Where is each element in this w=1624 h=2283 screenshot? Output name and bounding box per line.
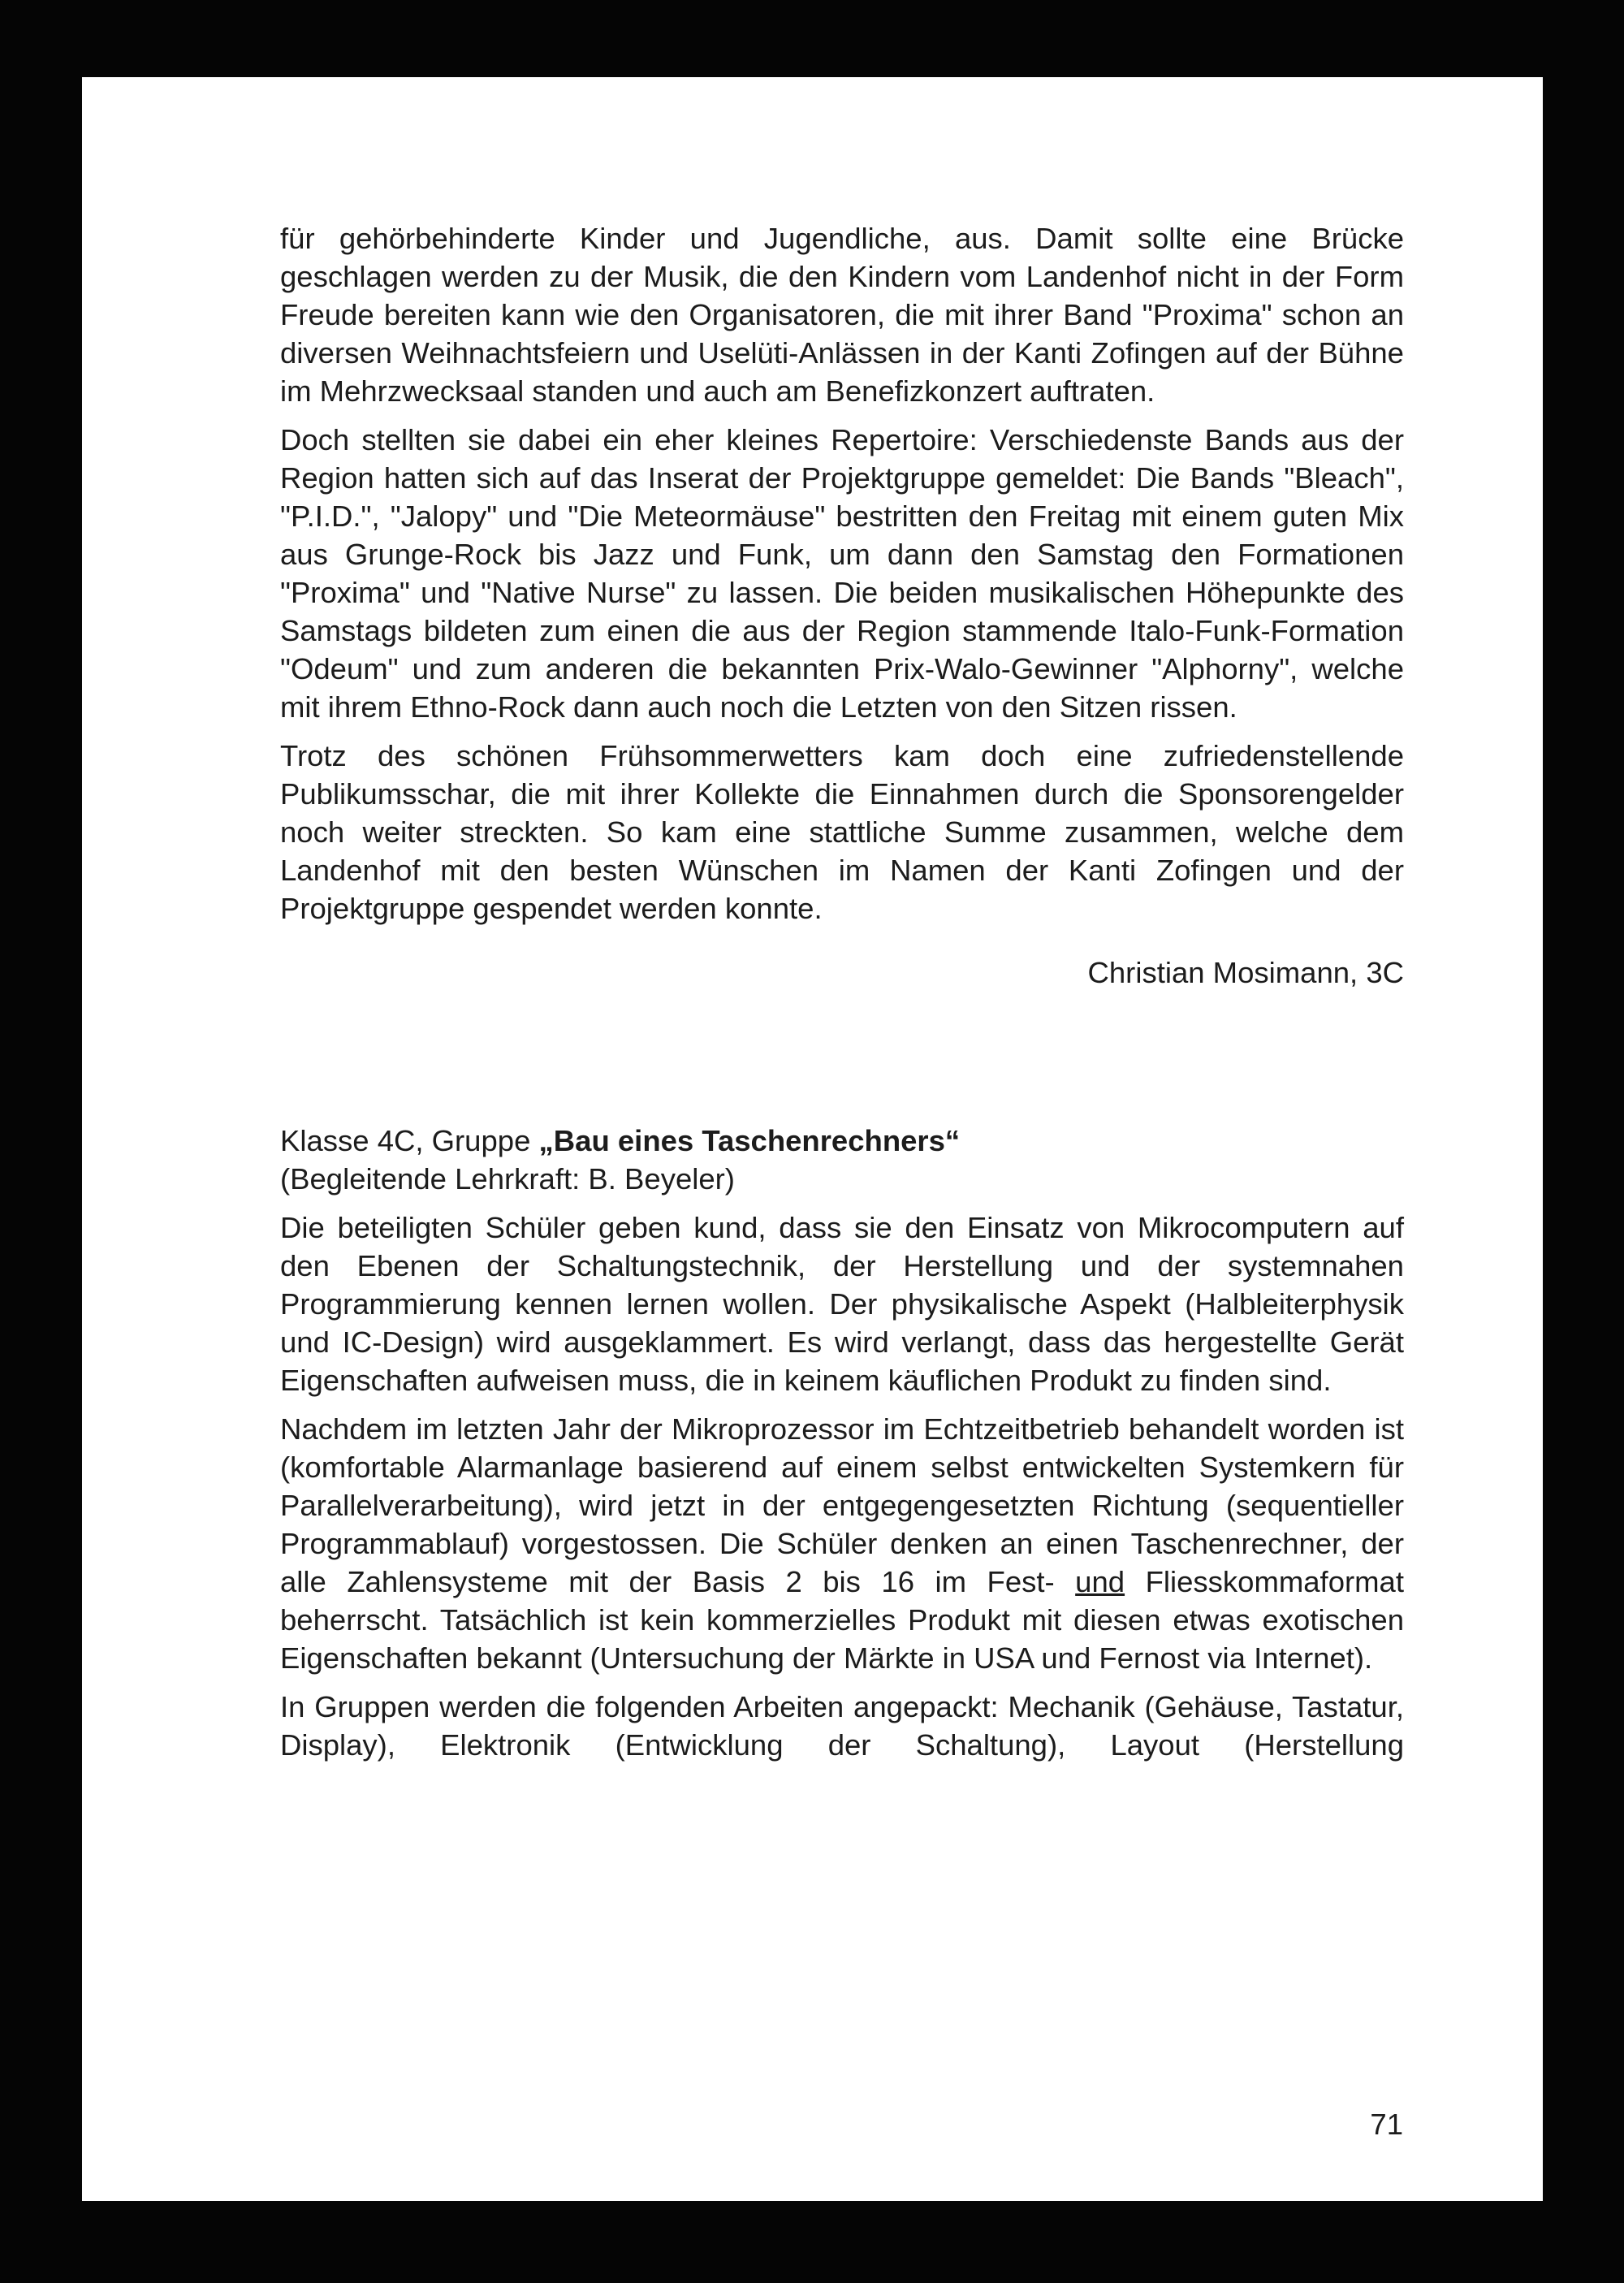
section-heading-prefix: Klasse 4C, Gruppe — [280, 1124, 539, 1157]
article1-paragraph-1: für gehörbehinderte Kinder und Jugendliche, aus. Damit sollte eine Brücke geschlagen werden zu der Musik, die den Kindern vom Landenhof nicht in der Form Freude bereiten kann wie den Organisatoren, die mit ihrer Band "Proxima" schon an diversen Weihnachtsfeiern und Uselüti-Anlässen in der Kanti Zofingen auf der Bühne im Mehrzwecksaal standen und auch am Benefizkonzert auftraten. — [280, 222, 1404, 408]
section-heading-title: „Bau eines Taschenrechners“ — [538, 1124, 961, 1157]
document-page — [82, 77, 1543, 2201]
page-number: 71 — [1370, 2108, 1403, 2141]
article2-paragraph-1: Die beteiligten Schüler geben kund, dass sie den Einsatz von Mikrocomputern auf den Ebenen der Schaltungstechnik, der Herstellung und der systemnahen Programmierung kennen lernen wollen. Der physikalische Aspekt (Halbleiterphysik und IC-Design) wird ausgeklammert. Es wird verlangt, dass das hergestellte Gerät Eigenschaften aufweisen muss, die in keinem käuflichen Produkt zu finden sind. — [280, 1211, 1404, 1397]
underlined-word: und — [1075, 1565, 1125, 1598]
author-signature: Christian Mosimann, 3C — [1087, 956, 1404, 989]
article2-paragraph-2-part-2: Fliesskommaformat beherrscht. Tatsächlich ist kein kommerzielles Produkt mit diesen etwas exotischen Eigenschaften bekannt (Untersuchung der Märkte in USA und Fernost via Internet). — [280, 1565, 1404, 1675]
article2-paragraph-2 — [280, 1410, 1404, 1677]
article1-paragraph-2: Doch stellten sie dabei ein eher kleines Repertoire: Verschiedenste Bands aus der Region hatten sich auf das Inserat der Projektgruppe gemeldet: Die Bands "Bleach", "P.I.D.", "Jalopy" und "Die Meteormäuse" bestritten den Freitag mit einem guten Mix aus Grunge-Rock bis Jazz und Funk, um dann den Samstag den Formationen "Proxima" und "Native Nurse" zu lassen. Die beiden musikalischen Höhepunkte des Samstags bildeten zum einen die aus der Region stammende Italo-Funk-Formation "Odeum" und zum anderen die bekannten Prix-Walo-Gewinner "Alphorny", welche mit ihrem Ethno-Rock dann auch noch die Letzten von den Sitzen rissen. — [280, 423, 1404, 724]
page-content — [280, 219, 1404, 1775]
article2-paragraph-2-part-1: Nachdem im letzten Jahr der Mikroprozessor im Echtzeitbetrieb behandelt worden ist (komfortable Alarmanlage basierend auf einem selbst entwickelten Systemkern für Parallelverarbeitung), wird jetzt in der entgegengesetzten Richtung (sequentieller Programmablauf) vorgestossen. Die Schüler denken an einen Taschenrechner, der alle Zahlensysteme mit der Basis 2 bis 16 im Fest- — [280, 1412, 1404, 1598]
section-subheading: (Begleitende Lehrkraft: B. Beyeler) — [280, 1162, 735, 1196]
article2-paragraph-3: In Gruppen werden die folgenden Arbeiten angepackt: Mechanik (Gehäuse, Tastatur, Display), Elektronik (Entwicklung der Schaltung), Layout (Herstellung — [280, 1690, 1404, 1762]
article1-paragraph-3: Trotz des schönen Frühsommerwetters kam doch eine zufriedenstellende Publikumsschar, die mit ihrer Kollekte die Einnahmen durch die Sponsorengelder noch weiter streckten. So kam eine stattliche Summe zusammen, welche dem Landenhof mit den besten Wünschen im Namen der Kanti Zofingen und der Projektgruppe gespendet werden konnte. — [280, 739, 1404, 925]
section-heading — [280, 1122, 1404, 1160]
